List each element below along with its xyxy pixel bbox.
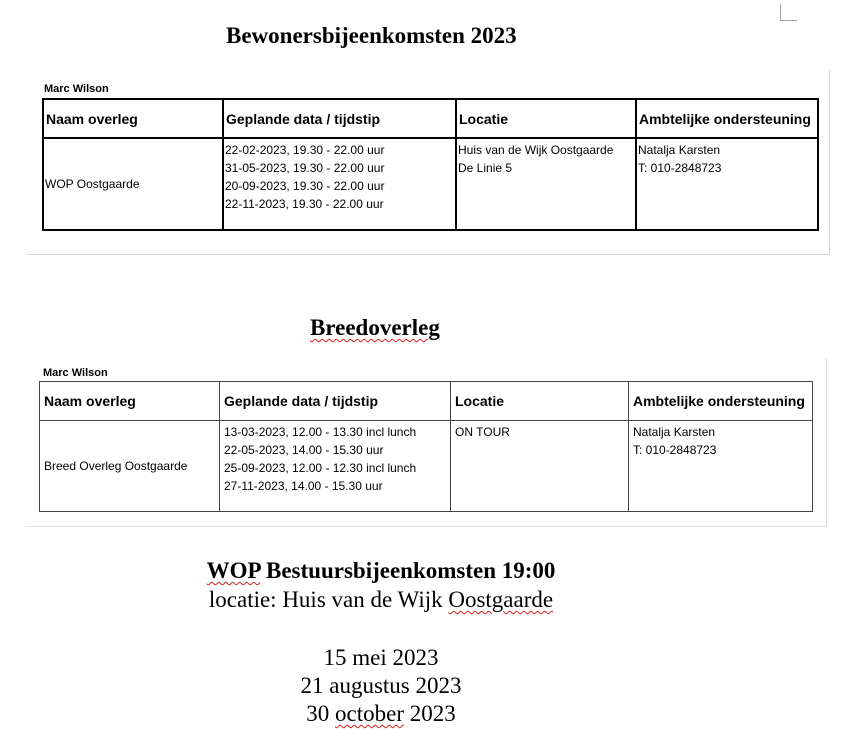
- cell-support: [629, 421, 813, 512]
- header-geplande-data: Geplande data / tijdstip: [223, 99, 456, 138]
- header-geplande-data: Geplande data / tijdstip: [220, 382, 451, 421]
- cell-location: [456, 138, 636, 230]
- cell-meeting-name: WOP Oostgaarde: [43, 138, 223, 230]
- date-line: 27-11-2023, 14.00 - 15.30 uur: [224, 479, 383, 493]
- date-line: 22-05-2023, 14.00 - 15.30 uur: [224, 443, 384, 457]
- section-title-breedoverleg: Breedoverleg: [310, 315, 440, 340]
- date-line: 25-09-2023, 12.00 - 12.30 incl lunch: [224, 461, 417, 475]
- date-line: 31-05-2023, 19.30 - 22.00 uur: [225, 161, 385, 175]
- section-title-bewonersbijeenkomsten: Bewonersbijeenkomsten 2023: [226, 23, 517, 48]
- embedded-table-image-2: [26, 358, 827, 527]
- table-header-row: [40, 382, 813, 421]
- schedule-table-2: [39, 381, 813, 512]
- cell-dates: [220, 421, 451, 512]
- meeting-date: 30 october 2023: [306, 701, 456, 726]
- meeting-location: locatie: Huis van de Wijk Oostgaarde: [208, 587, 554, 612]
- cell-dates: [223, 138, 456, 230]
- meeting-date: 21 augustus 2023: [300, 673, 462, 698]
- header-locatie: Locatie: [451, 382, 629, 421]
- location-line: Huis van de Wijk Oostgaarde: [458, 143, 614, 157]
- author-label: Marc Wilson: [43, 367, 108, 379]
- section-title-wop-bestuursbijeenkomsten: WOP Bestuursbijeenkomsten 19:00: [206, 558, 556, 583]
- embedded-table-image-1: [26, 70, 830, 255]
- date-line: 13-03-2023, 12.00 - 13.30 incl lunch: [224, 425, 417, 439]
- support-name: Natalja Karsten: [633, 425, 716, 439]
- date-line: 20-09-2023, 19.30 - 22.00 uur: [225, 179, 385, 193]
- support-phone: T: 010-2848723: [638, 161, 722, 175]
- support-phone: T: 010-2848723: [633, 443, 717, 457]
- header-ambtelijke-ondersteuning: Ambtelijke ondersteuning: [629, 382, 813, 421]
- table-row: [43, 138, 818, 230]
- support-name: Natalja Karsten: [638, 143, 721, 157]
- schedule-table-1: [42, 98, 819, 231]
- cell-location: [451, 421, 629, 512]
- date-line: 22-11-2023, 19.30 - 22.00 uur: [225, 197, 384, 211]
- header-locatie: Locatie: [456, 99, 636, 138]
- cell-meeting-name: Breed Overleg Oostgaarde: [40, 421, 220, 512]
- cell-support: [636, 138, 818, 230]
- author-label: Marc Wilson: [44, 83, 109, 95]
- location-line: De Linie 5: [458, 161, 513, 175]
- table-header-row: [43, 99, 818, 138]
- header-naam-overleg: Naam overleg: [43, 99, 223, 138]
- page-corner-mark: [780, 4, 797, 21]
- header-naam-overleg: Naam overleg: [40, 382, 220, 421]
- table-row: [40, 421, 813, 512]
- meeting-date: 15 mei 2023: [323, 645, 439, 670]
- date-line: 22-02-2023, 19.30 - 22.00 uur: [225, 143, 385, 157]
- location-line: ON TOUR: [455, 425, 510, 439]
- header-ambtelijke-ondersteuning: Ambtelijke ondersteuning: [636, 99, 818, 138]
